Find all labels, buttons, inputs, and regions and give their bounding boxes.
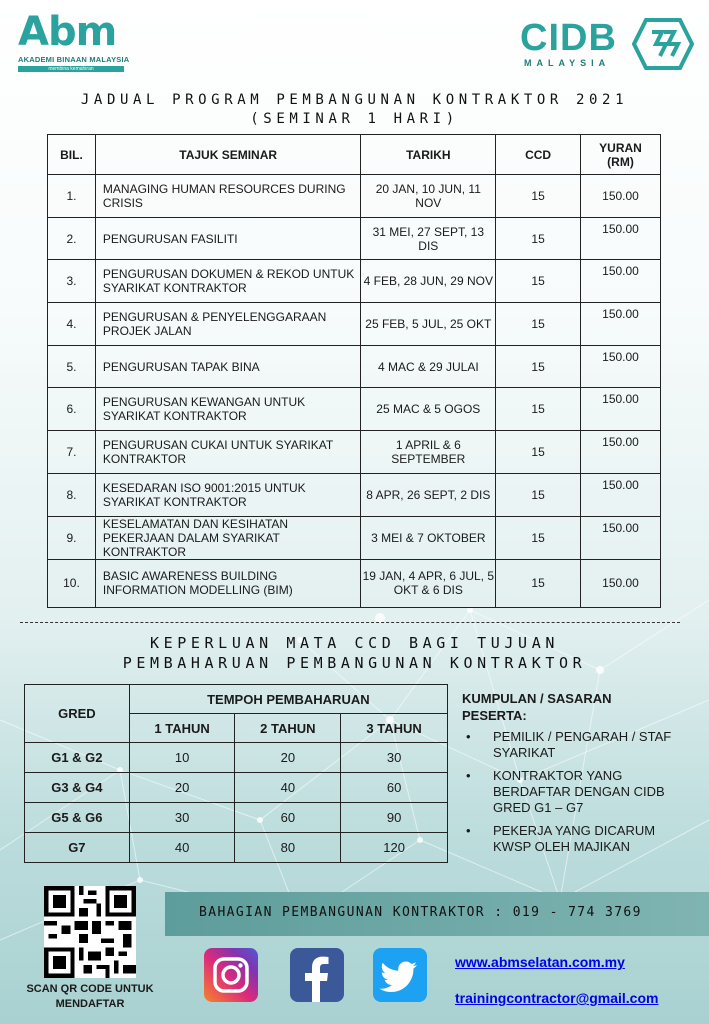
cell-tajuk: PENGURUSAN & PENYELENGGARAAN PROJEK JALAN: [95, 303, 361, 346]
facebook-icon[interactable]: [290, 948, 344, 1002]
target-group: [462, 690, 694, 862]
cell-tarikh: 1 APRIL & 6 SEPTEMBER: [361, 431, 496, 474]
table-row: [48, 473, 661, 516]
cell-ccd: 15: [496, 431, 581, 474]
table-row: [25, 833, 448, 863]
cell-tarikh: 3 MEI & 7 OKTOBER: [361, 516, 496, 559]
table-row: [48, 431, 661, 474]
cell-tajuk: BASIC AWARENESS BUILDING INFORMATION MODELLING (BIM): [95, 559, 361, 607]
header-tajuk: TAJUK SEMINAR: [95, 135, 361, 175]
cidb-logo-name: CIDB: [520, 17, 617, 59]
header-ccd: CCD: [496, 135, 581, 175]
twitter-icon[interactable]: [373, 948, 427, 1002]
cell-tajuk: KESELAMATAN DAN KESIHATAN PEKERJAAN DALAM SYARIKAT KONTRAKTOR: [95, 516, 361, 559]
cell-bil: 2.: [48, 217, 96, 260]
cell-tajuk: PENGURUSAN DOKUMEN & REKOD UNTUK SYARIKAT KONTRAKTOR: [95, 260, 361, 303]
cell-ccd: 15: [496, 388, 581, 431]
cell-bil: 7.: [48, 431, 96, 474]
website-link[interactable]: www.abmselatan.com.my: [455, 954, 625, 970]
cell-1-tahun: 40: [129, 833, 235, 863]
qr-code-label: SCAN QR CODE UNTUK MENDAFTAR: [26, 983, 154, 1010]
table-row: [48, 559, 661, 607]
ccd-title-line1: KEPERLUAN MATA CCD BAGI TUJUAN: [150, 634, 559, 652]
cidb-logo-country: MALAYSIA: [524, 58, 611, 68]
abm-logo-mark: Abm: [18, 9, 117, 55]
cell-gred: G3 & G4: [25, 773, 130, 803]
header-tarikh: TARIKH: [361, 135, 496, 175]
cell-tajuk: PENGURUSAN CUKAI UNTUK SYARIKAT KONTRAKTOR: [95, 431, 361, 474]
cell-yuran: 150.00: [580, 559, 660, 607]
list-item: • PEMILIK / PENGARAH / STAF SYARIKAT: [462, 729, 694, 761]
cell-bil: 1.: [48, 175, 96, 218]
cell-bil: 4.: [48, 303, 96, 346]
cell-tarikh: 20 JAN, 10 JUN, 11 NOV: [361, 175, 496, 218]
cell-bil: 10.: [48, 559, 96, 607]
cell-yuran: 150.00: [580, 388, 660, 431]
cell-gred: G5 & G6: [25, 803, 130, 833]
header-bil: BIL.: [48, 135, 96, 175]
cell-3-tahun: 120: [341, 833, 448, 863]
cell-ccd: 15: [496, 559, 581, 607]
cell-yuran: 150.00: [580, 473, 660, 516]
header-yuran: YURAN (RM): [580, 135, 660, 175]
cell-tajuk: PENGURUSAN FASILITI: [95, 217, 361, 260]
cell-bil: 3.: [48, 260, 96, 303]
cell-bil: 6.: [48, 388, 96, 431]
cell-yuran: 150.00: [580, 516, 660, 559]
table-row: [48, 260, 661, 303]
cell-3-tahun: 60: [341, 773, 448, 803]
target-group-title: KUMPULAN / SASARAN PESERTA:: [462, 691, 612, 723]
cell-tarikh: 19 JAN, 4 APR, 6 JUL, 5 OKT & 6 DIS: [361, 559, 496, 607]
cell-ccd: 15: [496, 516, 581, 559]
cell-1-tahun: 30: [129, 803, 235, 833]
cell-2-tahun: 80: [235, 833, 341, 863]
table-row: [48, 345, 661, 388]
header-1-tahun: 1 TAHUN: [129, 714, 235, 743]
list-item: • PEKERJA YANG DICARUM KWSP OLEH MAJIKAN: [462, 823, 694, 855]
cell-yuran: 150.00: [580, 175, 660, 218]
ccd-requirement-table: [24, 684, 448, 863]
cidb-emblem-icon: [632, 18, 694, 70]
section-divider: [20, 622, 680, 623]
cell-tarikh: 8 APR, 26 SEPT, 2 DIS: [361, 473, 496, 516]
cell-3-tahun: 90: [341, 803, 448, 833]
cell-bil: 9.: [48, 516, 96, 559]
table-row: [25, 773, 448, 803]
cell-3-tahun: 30: [341, 743, 448, 773]
ccd-title-line2: PEMBAHARUAN PEMBANGUNAN KONTRAKTOR: [122, 654, 587, 672]
table-row: [48, 175, 661, 218]
cell-ccd: 15: [496, 260, 581, 303]
cell-yuran: 150.00: [580, 260, 660, 303]
table-row: [48, 516, 661, 559]
cell-2-tahun: 20: [235, 743, 341, 773]
cell-tajuk: MANAGING HUMAN RESOURCES DURING CRISIS: [95, 175, 361, 218]
abm-logo-tagline: membina kemahiran: [18, 66, 124, 72]
cell-1-tahun: 20: [129, 773, 235, 803]
cell-yuran: 150.00: [580, 217, 660, 260]
cell-bil: 5.: [48, 345, 96, 388]
abm-logo-name: AKADEMI BINAAN MALAYSIA: [18, 55, 130, 64]
qr-code-icon[interactable]: [44, 886, 136, 978]
contact-phone: BAHAGIAN PEMBANGUNAN KONTRAKTOR : 019 - 774 3769: [199, 905, 642, 920]
cell-yuran: 150.00: [580, 303, 660, 346]
target-group-list: [462, 729, 694, 855]
seminar-schedule-table: [47, 134, 661, 608]
contact-bar: [165, 892, 709, 936]
table-row: [48, 303, 661, 346]
instagram-icon[interactable]: [204, 948, 258, 1002]
cell-tarikh: 31 MEI, 27 SEPT, 13 DIS: [361, 217, 496, 260]
cell-yuran: 150.00: [580, 431, 660, 474]
cell-bil: 8.: [48, 473, 96, 516]
page-title-line1: JADUAL PROGRAM PEMBANGUNAN KONTRAKTOR 2021: [80, 92, 629, 108]
cell-ccd: 15: [496, 303, 581, 346]
table-row: [48, 388, 661, 431]
cell-ccd: 15: [496, 473, 581, 516]
cell-gred: G1 & G2: [25, 743, 130, 773]
cell-tarikh: 4 FEB, 28 JUN, 29 NOV: [361, 260, 496, 303]
table-header-row: [25, 685, 448, 714]
cell-yuran: 150.00: [580, 345, 660, 388]
header-gred: GRED: [25, 685, 130, 743]
cell-ccd: 15: [496, 175, 581, 218]
cell-tarikh: 25 FEB, 5 JUL, 25 OKT: [361, 303, 496, 346]
abm-logo: [18, 9, 130, 72]
cell-2-tahun: 60: [235, 803, 341, 833]
header-tempoh: TEMPOH PEMBAHARUAN: [129, 685, 447, 714]
table-row: [25, 803, 448, 833]
cell-tarikh: 25 MAC & 5 OGOS: [361, 388, 496, 431]
page-title-line2: (SEMINAR 1 HARI): [250, 111, 459, 127]
header-3-tahun: 3 TAHUN: [341, 714, 448, 743]
email-link[interactable]: trainingcontractor@gmail.com: [455, 990, 659, 1006]
cell-ccd: 15: [496, 345, 581, 388]
table-row: [25, 743, 448, 773]
cell-tarikh: 4 MAC & 29 JULAI: [361, 345, 496, 388]
cell-2-tahun: 40: [235, 773, 341, 803]
cell-ccd: 15: [496, 217, 581, 260]
list-item: • KONTRAKTOR YANG BERDAFTAR DENGAN CIDB GRED G1 – G7: [462, 768, 694, 816]
table-row: [48, 217, 661, 260]
cidb-logo: [520, 18, 692, 72]
cell-gred: G7: [25, 833, 130, 863]
cell-tajuk: PENGURUSAN TAPAK BINA: [95, 345, 361, 388]
cell-tajuk: KESEDARAN ISO 9001:2015 UNTUK SYARIKAT KONTRAKTOR: [95, 473, 361, 516]
header-2-tahun: 2 TAHUN: [235, 714, 341, 743]
cell-1-tahun: 10: [129, 743, 235, 773]
table-header-row: [48, 135, 661, 175]
cell-tajuk: PENGURUSAN KEWANGAN UNTUK SYARIKAT KONTRAKTOR: [95, 388, 361, 431]
